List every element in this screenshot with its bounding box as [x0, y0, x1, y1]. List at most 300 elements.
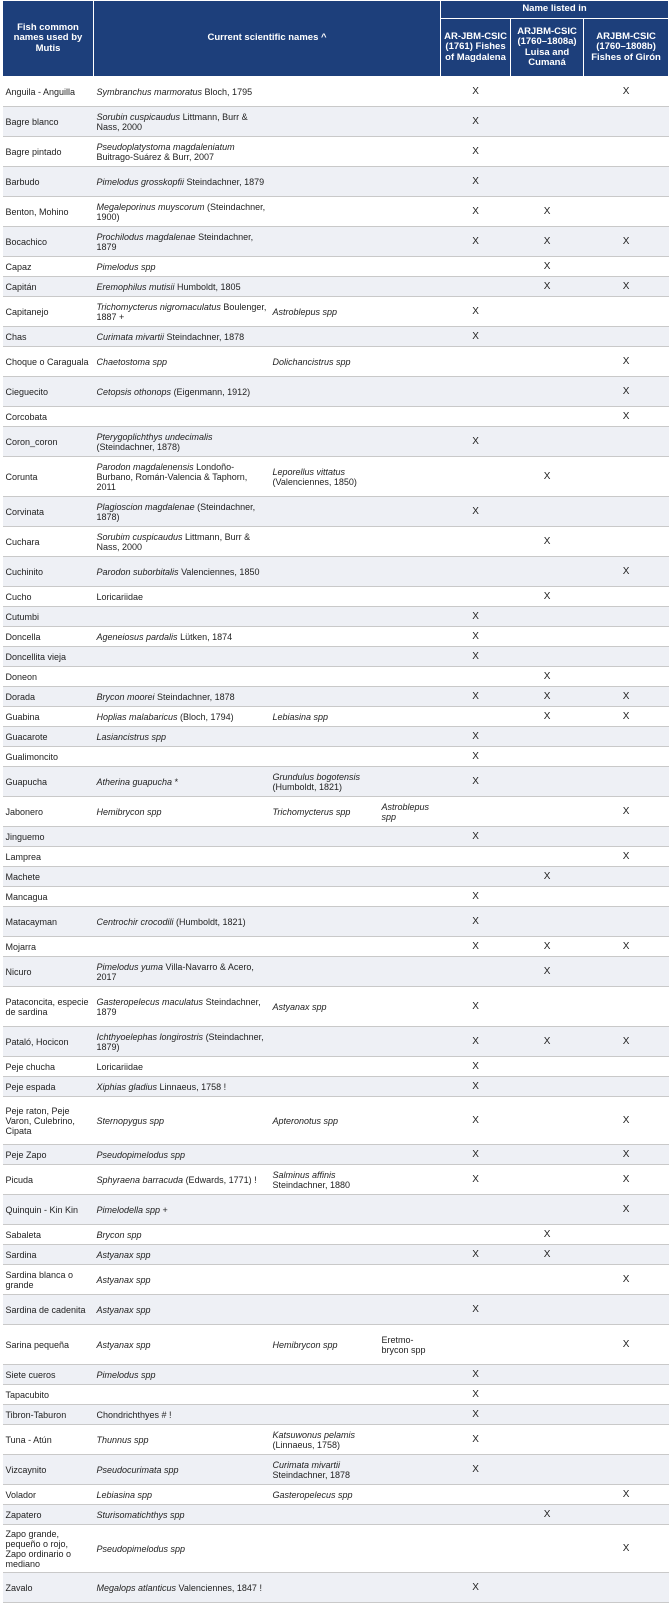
table-row	[3, 957, 669, 987]
cell-scientific-name-2: Salminus affinis Steindachner, 1880	[270, 1165, 379, 1195]
cell-listed-giron: X	[584, 407, 669, 427]
cell-common-name: Tuna - Atún	[3, 1425, 94, 1455]
cell-common-name: Corcobata	[3, 407, 94, 427]
cell-listed-magdalena	[441, 707, 511, 727]
table-row	[3, 407, 669, 427]
cell-scientific-name-3	[379, 107, 441, 137]
cell-common-name: Choque o Caraguala	[3, 347, 94, 377]
cell-common-name: Matacayman	[3, 907, 94, 937]
cell-scientific-name-2	[270, 687, 379, 707]
table-row	[3, 887, 669, 907]
table-row	[3, 587, 669, 607]
cell-scientific-name-2	[270, 1077, 379, 1097]
cell-listed-giron	[584, 167, 669, 197]
cell-listed-giron	[584, 747, 669, 767]
cell-listed-magdalena: X	[441, 77, 511, 107]
cell-listed-giron: X	[584, 277, 669, 297]
cell-scientific-name-2: Dolichancistrus spp	[270, 347, 379, 377]
cell-scientific-name-3: Astroblepus spp	[379, 797, 441, 827]
cell-listed-giron	[584, 1245, 669, 1265]
cell-listed-magdalena: X	[441, 427, 511, 457]
cell-scientific-name-2	[270, 1195, 379, 1225]
cell-listed-luisa-cumana	[511, 887, 584, 907]
cell-scientific-name-3	[379, 197, 441, 227]
cell-common-name: Bagre blanco	[3, 107, 94, 137]
cell-scientific-name-2	[270, 1027, 379, 1057]
cell-scientific-name-3	[379, 227, 441, 257]
cell-listed-magdalena	[441, 867, 511, 887]
header-common-names: Fish common names used by Mutis	[3, 1, 94, 77]
cell-scientific-name-1: Parodon magdalenensis Londoño-Burbano, Román-Valencia & Taphorn, 2011	[94, 457, 270, 497]
cell-listed-giron: X	[584, 1525, 669, 1573]
cell-scientific-name-1: Sorubin cuspicaudus Littmann, Burr & Nass, 2000	[94, 107, 270, 137]
cell-listed-luisa-cumana	[511, 167, 584, 197]
cell-scientific-name-2	[270, 107, 379, 137]
cell-scientific-name-2	[270, 197, 379, 227]
table-row	[3, 297, 669, 327]
cell-scientific-name-3	[379, 987, 441, 1027]
cell-scientific-name-1	[94, 937, 270, 957]
cell-scientific-name-2: Leporellus vittatus (Valenciennes, 1850)	[270, 457, 379, 497]
cell-scientific-name-2	[270, 527, 379, 557]
cell-scientific-name-2	[270, 727, 379, 747]
table-row	[3, 1325, 669, 1365]
cell-scientific-name-3	[379, 1265, 441, 1295]
cell-scientific-name-3	[379, 827, 441, 847]
cell-scientific-name-2	[270, 1405, 379, 1425]
cell-listed-magdalena	[441, 377, 511, 407]
table-row	[3, 727, 669, 747]
table-row	[3, 1295, 669, 1325]
cell-common-name: Zapo grande, pequeño o rojo, Zapo ordinario o mediano	[3, 1525, 94, 1573]
cell-listed-giron: X	[584, 797, 669, 827]
table-row	[3, 767, 669, 797]
cell-scientific-name-1: Hemibrycon spp	[94, 797, 270, 827]
cell-listed-magdalena: X	[441, 767, 511, 797]
cell-listed-magdalena	[441, 527, 511, 557]
table-row	[3, 1097, 669, 1145]
table-row	[3, 1265, 669, 1295]
cell-common-name: Mancagua	[3, 887, 94, 907]
cell-listed-magdalena: X	[441, 197, 511, 227]
cell-scientific-name-2: Curimata mivartii Steindachner, 1878	[270, 1455, 379, 1485]
cell-scientific-name-2: Grundulus bogotensis (Humboldt, 1821)	[270, 767, 379, 797]
cell-listed-giron	[584, 497, 669, 527]
table-row	[3, 457, 669, 497]
cell-listed-magdalena: X	[441, 497, 511, 527]
cell-scientific-name-3	[379, 277, 441, 297]
cell-listed-luisa-cumana	[511, 77, 584, 107]
cell-scientific-name-3	[379, 1573, 441, 1603]
cell-listed-luisa-cumana: X	[511, 197, 584, 227]
cell-scientific-name-3	[379, 847, 441, 867]
cell-listed-giron	[584, 957, 669, 987]
cell-listed-magdalena: X	[441, 647, 511, 667]
cell-scientific-name-1: Astyanax spp	[94, 1265, 270, 1295]
cell-scientific-name-2	[270, 227, 379, 257]
cell-scientific-name-1	[94, 747, 270, 767]
table-row	[3, 1425, 669, 1455]
cell-common-name: Volador	[3, 1485, 94, 1505]
cell-common-name: Barbudo	[3, 167, 94, 197]
cell-scientific-name-3	[379, 587, 441, 607]
table-row	[3, 687, 669, 707]
cell-scientific-name-2	[270, 1573, 379, 1603]
table-row	[3, 867, 669, 887]
cell-listed-giron	[584, 1057, 669, 1077]
header-giron: ARJBM-CSIC (1760–1808b) Fishes of Girón	[584, 19, 669, 77]
cell-scientific-name-3	[379, 327, 441, 347]
cell-common-name: Machete	[3, 867, 94, 887]
table-row	[3, 847, 669, 867]
cell-listed-luisa-cumana	[511, 327, 584, 347]
cell-listed-luisa-cumana	[511, 1573, 584, 1603]
cell-listed-luisa-cumana: X	[511, 1027, 584, 1057]
cell-listed-giron: X	[584, 557, 669, 587]
cell-listed-giron	[584, 197, 669, 227]
cell-scientific-name-1: Pimelodus spp	[94, 1365, 270, 1385]
cell-listed-giron	[584, 587, 669, 607]
cell-scientific-name-1: Curimata mivartii Steindachner, 1878	[94, 327, 270, 347]
cell-scientific-name-1: Thunnus spp	[94, 1425, 270, 1455]
cell-listed-luisa-cumana	[511, 1405, 584, 1425]
cell-scientific-name-2	[270, 847, 379, 867]
cell-scientific-name-3	[379, 257, 441, 277]
cell-scientific-name-2	[270, 407, 379, 427]
table-row	[3, 1505, 669, 1525]
cell-listed-giron	[584, 527, 669, 557]
cell-scientific-name-3	[379, 297, 441, 327]
table-row	[3, 827, 669, 847]
cell-scientific-name-2: Apteronotus spp	[270, 1097, 379, 1145]
cell-common-name: Doncellita vieja	[3, 647, 94, 667]
cell-scientific-name-2	[270, 497, 379, 527]
cell-scientific-name-1: Eremophilus mutisii Humboldt, 1805	[94, 277, 270, 297]
cell-listed-luisa-cumana	[511, 767, 584, 797]
cell-scientific-name-1: Pimelodus yuma Villa-Navarro & Acero, 2017	[94, 957, 270, 987]
cell-common-name: Nicuro	[3, 957, 94, 987]
cell-scientific-name-1	[94, 607, 270, 627]
cell-scientific-name-1: Megaleporinus muyscorum (Steindachner, 1900)	[94, 197, 270, 227]
cell-scientific-name-2	[270, 557, 379, 587]
cell-scientific-name-2	[270, 77, 379, 107]
table-row	[3, 427, 669, 457]
cell-scientific-name-1: Parodon suborbitalis Valenciennes, 1850	[94, 557, 270, 587]
cell-scientific-name-1: Pterygoplichthys undecimalis (Steindachner, 1878)	[94, 427, 270, 457]
cell-scientific-name-2	[270, 427, 379, 457]
cell-listed-giron: X	[584, 227, 669, 257]
header-luisa-cumana: ARJBM-CSIC (1760–1808a) Luisa and Cumaná	[511, 19, 584, 77]
cell-scientific-name-3	[379, 1165, 441, 1195]
cell-listed-magdalena: X	[441, 937, 511, 957]
cell-common-name: Pataconcita, especie de sardina	[3, 987, 94, 1027]
cell-scientific-name-3	[379, 377, 441, 407]
table-row	[3, 527, 669, 557]
table-row	[3, 227, 669, 257]
cell-listed-giron	[584, 327, 669, 347]
cell-common-name: Cutumbi	[3, 607, 94, 627]
cell-common-name: Tapacubito	[3, 1385, 94, 1405]
cell-scientific-name-2	[270, 1145, 379, 1165]
cell-listed-luisa-cumana	[511, 797, 584, 827]
cell-listed-luisa-cumana	[511, 647, 584, 667]
header-name-listed-in: Name listed in	[441, 1, 669, 19]
cell-scientific-name-1	[94, 1385, 270, 1405]
cell-scientific-name-1: Sturisomatichthys spp	[94, 1505, 270, 1525]
cell-listed-giron	[584, 1077, 669, 1097]
cell-listed-luisa-cumana	[511, 1525, 584, 1573]
cell-common-name: Picuda	[3, 1165, 94, 1195]
cell-listed-luisa-cumana	[511, 827, 584, 847]
cell-listed-giron	[584, 1505, 669, 1525]
cell-common-name: Corvinata	[3, 497, 94, 527]
cell-listed-magdalena: X	[441, 1057, 511, 1077]
cell-scientific-name-3	[379, 957, 441, 987]
cell-scientific-name-3	[379, 937, 441, 957]
cell-scientific-name-1	[94, 827, 270, 847]
cell-scientific-name-2	[270, 1505, 379, 1525]
cell-scientific-name-1: Loricariidae	[94, 1057, 270, 1077]
cell-listed-magdalena: X	[441, 687, 511, 707]
cell-scientific-name-2	[270, 377, 379, 407]
cell-scientific-name-1: Trichomycterus nigromaculatus Boulenger, 1887 +	[94, 297, 270, 327]
cell-listed-magdalena	[441, 1485, 511, 1505]
cell-listed-luisa-cumana	[511, 1077, 584, 1097]
cell-scientific-name-3	[379, 1485, 441, 1505]
cell-scientific-name-1: Sphyraena barracuda (Edwards, 1771) !	[94, 1165, 270, 1195]
cell-listed-luisa-cumana	[511, 847, 584, 867]
cell-listed-magdalena	[441, 667, 511, 687]
cell-listed-giron	[584, 1573, 669, 1603]
cell-common-name: Capaz	[3, 257, 94, 277]
cell-listed-luisa-cumana	[511, 1145, 584, 1165]
cell-scientific-name-3	[379, 1145, 441, 1165]
cell-scientific-name-2	[270, 627, 379, 647]
cell-listed-luisa-cumana: X	[511, 227, 584, 257]
table-row	[3, 1077, 669, 1097]
table-body	[3, 77, 669, 1603]
table-row	[3, 1145, 669, 1165]
cell-scientific-name-3	[379, 1097, 441, 1145]
cell-common-name: Peje Zapo	[3, 1145, 94, 1165]
cell-listed-magdalena	[441, 347, 511, 377]
cell-common-name: Quinquin - Kin Kin	[3, 1195, 94, 1225]
cell-scientific-name-1: Cetopsis othonops (Eigenmann, 1912)	[94, 377, 270, 407]
cell-listed-luisa-cumana: X	[511, 1245, 584, 1265]
cell-scientific-name-2	[270, 137, 379, 167]
cell-scientific-name-3	[379, 767, 441, 797]
cell-scientific-name-2: Astyanax spp	[270, 987, 379, 1027]
cell-listed-magdalena	[441, 277, 511, 297]
cell-scientific-name-1: Pseudopimelodus spp	[94, 1525, 270, 1573]
cell-scientific-name-2	[270, 1525, 379, 1573]
cell-listed-magdalena: X	[441, 1405, 511, 1425]
cell-scientific-name-2: Hemibrycon spp	[270, 1325, 379, 1365]
table-row	[3, 1027, 669, 1057]
cell-scientific-name-2	[270, 277, 379, 297]
cell-listed-luisa-cumana	[511, 627, 584, 647]
table-row	[3, 1245, 669, 1265]
cell-listed-luisa-cumana	[511, 1195, 584, 1225]
table-row	[3, 107, 669, 137]
cell-listed-magdalena: X	[441, 1077, 511, 1097]
cell-listed-giron: X	[584, 707, 669, 727]
cell-common-name: Dorada	[3, 687, 94, 707]
table-row	[3, 257, 669, 277]
cell-scientific-name-1: Xiphias gladius Linnaeus, 1758 !	[94, 1077, 270, 1097]
cell-listed-luisa-cumana: X	[511, 687, 584, 707]
cell-listed-luisa-cumana	[511, 107, 584, 137]
cell-common-name: Guacarote	[3, 727, 94, 747]
table-row	[3, 167, 669, 197]
cell-common-name: Pataló, Hocicon	[3, 1027, 94, 1057]
cell-common-name: Bocachico	[3, 227, 94, 257]
cell-common-name: Zapatero	[3, 1505, 94, 1525]
cell-listed-giron	[584, 667, 669, 687]
cell-listed-giron	[584, 727, 669, 747]
cell-scientific-name-1	[94, 887, 270, 907]
cell-common-name: Tibron-Taburon	[3, 1405, 94, 1425]
cell-scientific-name-1	[94, 647, 270, 667]
cell-scientific-name-1: Sorubim cuspicaudus Littmann, Burr & Nass, 2000	[94, 527, 270, 557]
cell-listed-luisa-cumana: X	[511, 457, 584, 497]
cell-scientific-name-2	[270, 907, 379, 937]
cell-listed-magdalena: X	[441, 827, 511, 847]
table-row	[3, 627, 669, 647]
cell-scientific-name-2	[270, 327, 379, 347]
cell-listed-giron	[584, 767, 669, 797]
cell-common-name: Sardina de cadenita	[3, 1295, 94, 1325]
cell-listed-magdalena: X	[441, 727, 511, 747]
cell-listed-giron: X	[584, 1325, 669, 1365]
cell-common-name: Mojarra	[3, 937, 94, 957]
cell-scientific-name-3	[379, 887, 441, 907]
cell-listed-giron	[584, 257, 669, 277]
cell-common-name: Sardina	[3, 1245, 94, 1265]
cell-scientific-name-3	[379, 907, 441, 937]
cell-scientific-name-1: Astyanax spp	[94, 1295, 270, 1325]
cell-scientific-name-2	[270, 607, 379, 627]
cell-scientific-name-3	[379, 457, 441, 497]
cell-listed-luisa-cumana	[511, 1385, 584, 1405]
cell-listed-magdalena	[441, 957, 511, 987]
cell-scientific-name-3	[379, 1505, 441, 1525]
cell-scientific-name-1: Astyanax spp	[94, 1325, 270, 1365]
cell-scientific-name-3	[379, 347, 441, 377]
cell-listed-giron	[584, 1405, 669, 1425]
cell-common-name: Siete cueros	[3, 1365, 94, 1385]
cell-scientific-name-2	[270, 827, 379, 847]
cell-listed-magdalena	[441, 1505, 511, 1525]
cell-scientific-name-1: Brycon moorei Steindachner, 1878	[94, 687, 270, 707]
cell-scientific-name-1: Gasteropelecus maculatus Steindachner, 1879	[94, 987, 270, 1027]
cell-scientific-name-2: Katsuwonus pelamis (Linnaeus, 1758)	[270, 1425, 379, 1455]
cell-scientific-name-1: Chondrichthyes # !	[94, 1405, 270, 1425]
cell-scientific-name-1	[94, 667, 270, 687]
cell-listed-luisa-cumana	[511, 1425, 584, 1455]
cell-common-name: Sarina pequeña	[3, 1325, 94, 1365]
cell-common-name: Peje espada	[3, 1077, 94, 1097]
cell-listed-magdalena	[441, 587, 511, 607]
cell-scientific-name-1: Sternopygus spp	[94, 1097, 270, 1145]
cell-scientific-name-2	[270, 887, 379, 907]
cell-listed-luisa-cumana	[511, 1165, 584, 1195]
cell-scientific-name-2	[270, 1365, 379, 1385]
cell-scientific-name-3	[379, 427, 441, 457]
cell-listed-luisa-cumana	[511, 987, 584, 1027]
cell-scientific-name-2	[270, 957, 379, 987]
cell-scientific-name-1: Hoplias malabaricus (Bloch, 1794)	[94, 707, 270, 727]
cell-common-name: Doneon	[3, 667, 94, 687]
cell-listed-giron: X	[584, 937, 669, 957]
cell-scientific-name-1	[94, 867, 270, 887]
cell-common-name: Chas	[3, 327, 94, 347]
table-row	[3, 197, 669, 227]
cell-listed-giron: X	[584, 1097, 669, 1145]
cell-listed-giron: X	[584, 1265, 669, 1295]
cell-listed-magdalena: X	[441, 887, 511, 907]
cell-listed-magdalena: X	[441, 1027, 511, 1057]
table-row	[3, 1165, 669, 1195]
table-row	[3, 987, 669, 1027]
cell-listed-luisa-cumana	[511, 1455, 584, 1485]
cell-listed-magdalena: X	[441, 1245, 511, 1265]
cell-common-name: Capitanejo	[3, 297, 94, 327]
cell-listed-magdalena: X	[441, 327, 511, 347]
table-row	[3, 1455, 669, 1485]
table-row	[3, 1365, 669, 1385]
cell-listed-magdalena	[441, 407, 511, 427]
cell-listed-magdalena: X	[441, 607, 511, 627]
cell-listed-giron: X	[584, 687, 669, 707]
table-row	[3, 327, 669, 347]
cell-listed-magdalena	[441, 1265, 511, 1295]
cell-listed-luisa-cumana	[511, 377, 584, 407]
table-row	[3, 797, 669, 827]
cell-scientific-name-2	[270, 937, 379, 957]
cell-scientific-name-3	[379, 167, 441, 197]
cell-listed-luisa-cumana	[511, 747, 584, 767]
table-row	[3, 937, 669, 957]
cell-scientific-name-3	[379, 137, 441, 167]
cell-listed-magdalena: X	[441, 167, 511, 197]
table-row	[3, 647, 669, 667]
cell-common-name: Cieguecito	[3, 377, 94, 407]
cell-listed-giron	[584, 867, 669, 887]
cell-scientific-name-3	[379, 607, 441, 627]
cell-listed-magdalena: X	[441, 1455, 511, 1485]
cell-listed-giron: X	[584, 1165, 669, 1195]
cell-common-name: Corunta	[3, 457, 94, 497]
table-row	[3, 1485, 669, 1505]
cell-listed-magdalena: X	[441, 1573, 511, 1603]
cell-listed-luisa-cumana	[511, 1057, 584, 1077]
table-row	[3, 497, 669, 527]
cell-common-name: Gualimoncito	[3, 747, 94, 767]
cell-listed-magdalena: X	[441, 1145, 511, 1165]
cell-common-name: Zavalo	[3, 1573, 94, 1603]
cell-scientific-name-3	[379, 687, 441, 707]
cell-listed-luisa-cumana	[511, 1265, 584, 1295]
cell-listed-magdalena: X	[441, 107, 511, 137]
cell-scientific-name-3	[379, 1425, 441, 1455]
cell-listed-giron	[584, 297, 669, 327]
cell-scientific-name-2	[270, 1295, 379, 1325]
cell-common-name: Sardina blanca o grande	[3, 1265, 94, 1295]
cell-listed-magdalena	[441, 1195, 511, 1225]
cell-common-name: Doncella	[3, 627, 94, 647]
cell-scientific-name-1: Brycon spp	[94, 1225, 270, 1245]
